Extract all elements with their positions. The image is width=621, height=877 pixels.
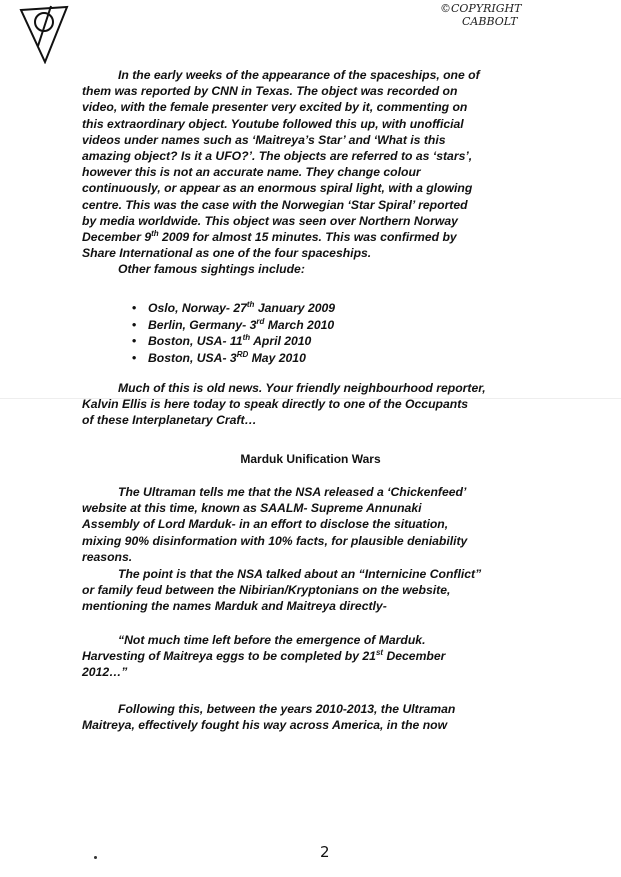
list-item: • Oslo, Norway- 27th January 2009 — [148, 300, 527, 317]
text-line: or family feud between the Nibirian/Kryptonians on the website, — [82, 583, 451, 598]
text-line: website at this time, known as SAALM- Supreme Annunaki — [82, 501, 422, 516]
list-item: • Boston, USA- 11th April 2010 — [148, 333, 527, 350]
text-line: amazing object? Is it a UFO?’. The objects are referred to as ‘stars’, — [82, 149, 473, 164]
text-line: this extraordinary object. Youtube followed this up, with unofficial — [82, 116, 464, 131]
text-line: videos under names such as ‘Maitreya’s Star’ and ‘What is this — [82, 132, 446, 147]
sightings-list — [82, 300, 527, 366]
sightings-list-wrap — [82, 300, 527, 366]
text-line: however this is not an accurate name. They change colour — [82, 165, 421, 180]
text-line: Assembly of Lord Marduk- in an effort to disclose the situation, — [82, 517, 449, 532]
text-line: mentioning the names Marduk and Maitreya directly- — [82, 599, 387, 614]
text-line: centre. This was the case with the Norwegian ‘Star Spiral’ reported — [82, 197, 468, 212]
page-number: 2 — [320, 843, 330, 861]
text-line: video, with the female presenter very excited by it, commenting on — [82, 100, 468, 115]
paragraph-3 — [82, 484, 527, 565]
list-item: • Berlin, Germany- 3rd March 2010 — [148, 317, 527, 334]
list-item: • Boston, USA- 3RD May 2010 — [148, 350, 527, 367]
text-line: The point is that the NSA talked about an “Internicine Conflict” — [118, 567, 482, 581]
copyright-note — [440, 2, 521, 28]
text-line: Following this, between the years 2010-2013, the Ultraman — [118, 702, 456, 716]
section-heading: Marduk Unification Wars — [240, 452, 381, 466]
text-line: by media worldwide. This object was seen over Northern Norway — [82, 213, 458, 228]
quote-block — [82, 632, 527, 681]
copyright-line-2: CABBOLT — [462, 15, 518, 28]
paragraph-4 — [82, 566, 527, 615]
paragraph-1 — [82, 67, 527, 278]
text-line: Share International as one of the four spaceships. — [82, 246, 372, 261]
text-line — [82, 229, 527, 245]
text-line: “Not much time left before the emergence of Marduk. — [118, 633, 426, 647]
text-line: Kalvin Ellis is here today to speak directly to one of the Occupants — [82, 397, 469, 412]
text-line: Much of this is old news. Your friendly neighbourhood reporter, — [118, 381, 486, 395]
triangle-symbol-icon — [18, 2, 70, 64]
sightings-intro: Other famous sightings include: — [118, 262, 305, 277]
text-line: Harvesting of Maitreya eggs to be completed by 21st December — [82, 648, 446, 664]
text-line: mixing 90% disinformation with 10% facts, for plausible deniability — [82, 533, 468, 548]
text-line: In the early weeks of the appearance of the spaceships, one of — [118, 68, 480, 82]
text-line: them was reported by CNN in Texas. The object was recorded on — [82, 84, 458, 99]
text-line: reasons. — [82, 549, 133, 564]
date-text: December 9 — [82, 230, 152, 245]
text-line: 2012…” — [82, 665, 128, 680]
speck-mark — [94, 856, 97, 859]
text-line: The Ultraman tells me that the NSA released a ‘Chickenfeed’ — [118, 485, 467, 499]
date-continuation: 2009 for almost 15 minutes. This was confirmed by — [158, 230, 457, 245]
ordinal-suffix: th — [151, 228, 159, 238]
text-line: Maitreya, effectively fought his way across America, in the now — [82, 718, 448, 733]
copyright-line-1: ©COPYRIGHT — [440, 2, 522, 15]
paragraph-5 — [82, 701, 527, 733]
text-line: continuously, or appear as an enormous spiral light, with a glowing — [82, 181, 473, 196]
text-line: of these Interplanetary Craft… — [82, 413, 257, 428]
paragraph-2 — [82, 380, 527, 429]
